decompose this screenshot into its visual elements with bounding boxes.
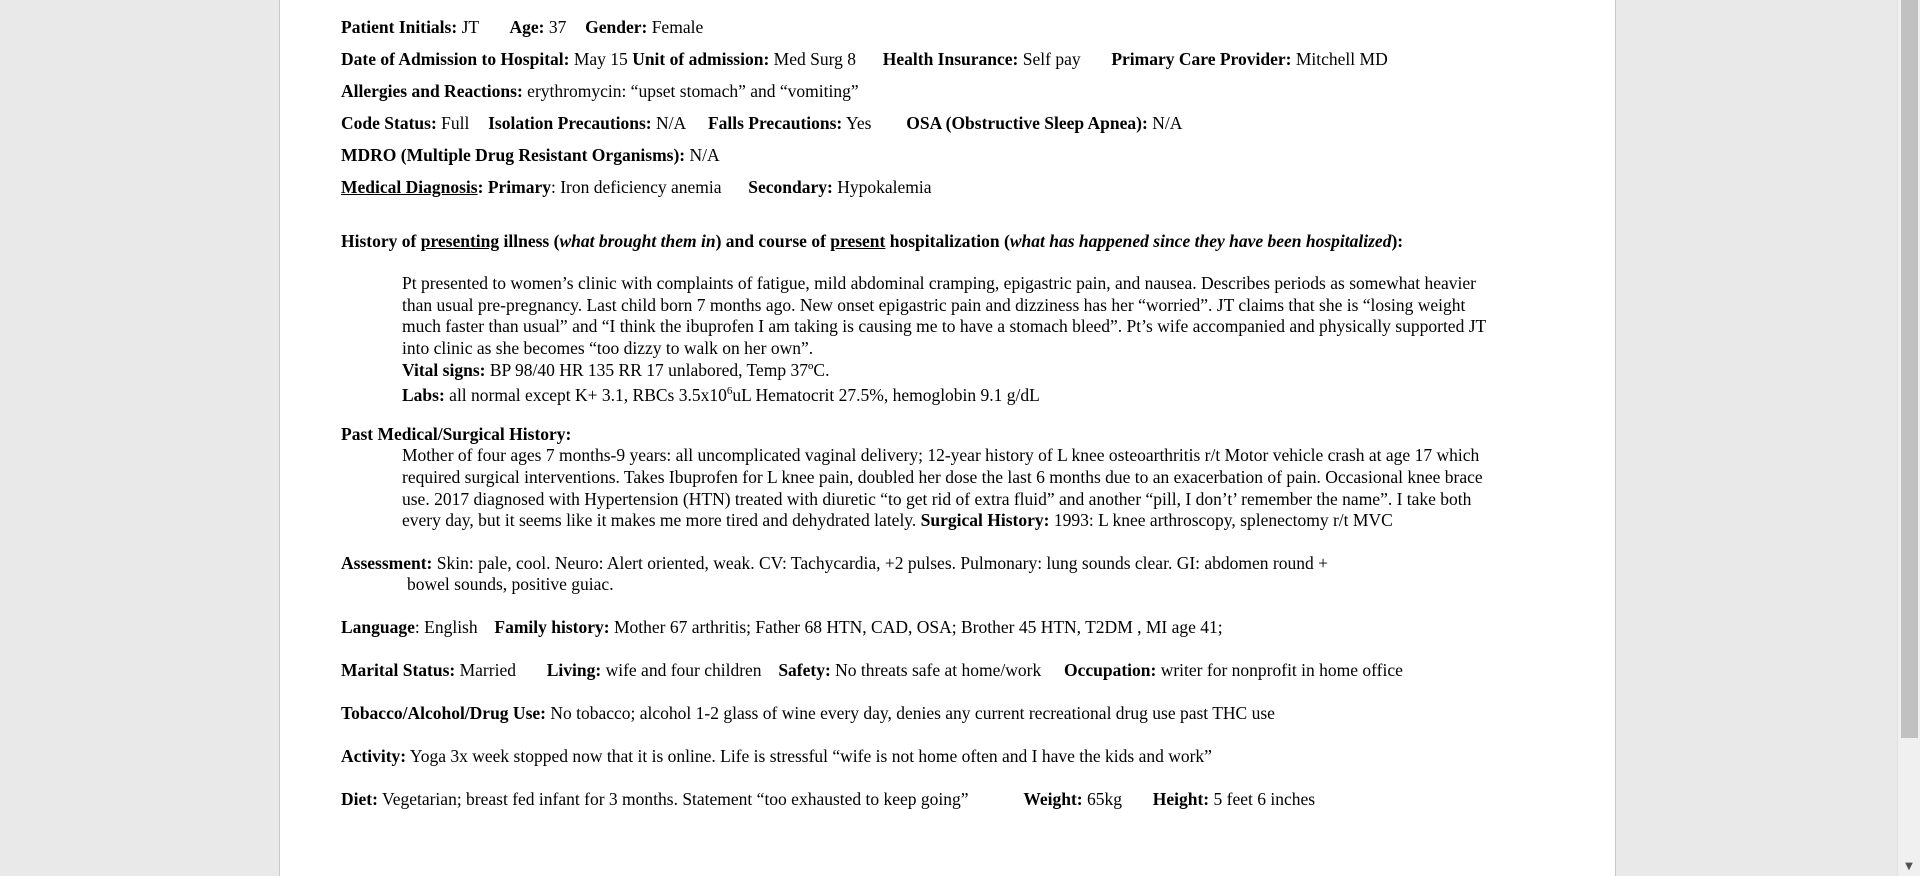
assessment-line [341, 553, 1328, 575]
living-value: wife and four children [601, 660, 762, 680]
family-history-label: Family history: [494, 617, 610, 637]
surgical-history-value: 1993: L knee arthroscopy, splenectomy r/t MVC [1049, 510, 1393, 530]
diet-label: Diet: [341, 789, 378, 809]
labs-label: Labs: [402, 384, 445, 405]
height-label: Height: [1152, 789, 1210, 809]
past-history-line [402, 510, 1393, 532]
activity-line [341, 746, 1212, 768]
substance-label: Tobacco/Alcohol/Drug Use: [341, 703, 546, 723]
scrollbar-thumb[interactable] [1901, 0, 1918, 738]
patient-info-line [341, 17, 703, 39]
isolation-label: Isolation Precautions: [488, 113, 652, 133]
admission-date-value: May 15 [569, 49, 633, 69]
past-history-line: Mother of four ages 7 months-9 years: all uncomplicated vaginal delivery; 12-year history of L knee osteoarthritis r/t Motor vehicle crash at age 17 which [402, 445, 1480, 465]
past-history-text: every day, but it seems like it makes me more tired and dehydrated lately. [402, 510, 921, 530]
allergies-label: Allergies and Reactions: [341, 81, 523, 101]
initials-value: JT [457, 17, 479, 37]
unit-value: Med Surg 8 [769, 49, 856, 69]
history-text-line: much faster than usual” and “I think the ibuprofen I am taking is causing me to have a stomach bleed”. Pt’s wife accompanied and physically supported JT [402, 316, 1487, 336]
isolation-value: N/A [651, 113, 686, 133]
history-heading-part: ) and course of [715, 231, 831, 251]
social-line [341, 660, 1403, 682]
mdro-line [341, 145, 720, 167]
history-heading-part: illness ( [499, 231, 560, 251]
pcp-label: Primary Care Provider: [1111, 49, 1292, 69]
history-heading-part: what has happened since they have been hospitalized [1009, 231, 1392, 251]
diet-value: Vegetarian; breast fed infant for 3 months. Statement “too exhausted to keep going” [377, 789, 969, 809]
diagnosis-label: Medical Diagnosis [341, 177, 478, 197]
document-page [279, 0, 1616, 876]
initials-label: Patient Initials: [341, 17, 458, 37]
weight-label: Weight: [1023, 789, 1083, 809]
past-history-heading [341, 424, 571, 446]
diagnosis-line [341, 177, 932, 199]
vital-signs-line [402, 360, 829, 382]
weight-value: 65kg [1082, 789, 1122, 809]
labs-line [402, 381, 1040, 406]
assessment-label: Assessment: [341, 553, 433, 573]
allergies-value: erythromycin: “upset stomach” and “vomiting” [522, 81, 859, 101]
past-history-line: use. 2017 diagnosed with Hypertension (HTN) treated with diuretic “to get rid of extra fluid” and another “pill, I don’t’ remember the name”. I take both [402, 489, 1472, 509]
labs-exponent: 6 [726, 385, 733, 397]
history-heading-part: ): [1391, 231, 1404, 251]
substance-line [341, 703, 1275, 725]
age-label: Age: [509, 17, 545, 37]
age-value: 37 [544, 17, 567, 37]
substance-value: No tobacco; alcohol 1-2 glass of wine every day, denies any current recreational drug use past THC use [545, 703, 1275, 723]
admission-date-label: Date of Admission to Hospital: [341, 49, 570, 69]
language-family-line [341, 617, 1223, 639]
allergies-line [341, 81, 859, 103]
occupation-value: writer for nonprofit in home office [1156, 660, 1403, 680]
scroll-down-arrow-icon[interactable]: ▼ [1905, 860, 1913, 872]
secondary-label: Secondary: [748, 177, 833, 197]
labs-value: all normal except K+ 3.1, RBCs 3.5x10 [444, 384, 727, 405]
history-heading-part: present [830, 231, 886, 251]
code-status-label: Code Status: [341, 113, 437, 133]
assessment-value: Skin: pale, cool. Neuro: Alert oriented, weak. CV: Tachycardia, +2 pulses. Pulmonary: lung sounds clear. GI: abdomen round + [432, 553, 1328, 573]
history-heading [341, 231, 1403, 253]
living-label: Living: [546, 660, 602, 680]
history-text-line: than usual pre-pregnancy. Last child born 7 months ago. New onset epigastric pain and dizziness has her “worried”. JT claims that she is “losing weight [402, 295, 1466, 315]
history-text-line: into clinic as she becomes “too dizzy to walk on her own”. [402, 338, 814, 358]
secondary-diagnosis: Hypokalemia [832, 177, 932, 197]
activity-value: Yoga 3x week stopped now that it is online. Life is stressful “wife is not home often and I have the kids and work” [406, 746, 1212, 766]
code-status-value: Full [436, 113, 470, 133]
history-text-line: Pt presented to women’s clinic with complaints of fatigue, mild abdominal cramping, epigastric pain, and nausea. Describes periods as somewhat heavier [402, 273, 1477, 293]
marital-value: Married [455, 660, 516, 680]
insurance-value: Self pay [1018, 49, 1081, 69]
mdro-value: N/A [685, 145, 720, 165]
past-history-line: required surgical interventions. Takes Ibuprofen for L knee pain, doubled her dose the last 6 months due to an exacerbation of pain. Occasional knee brace [402, 467, 1483, 487]
vital-signs-value: BP 98/40 HR 135 RR 17 unlabored, Temp 37ºC. [485, 360, 830, 380]
falls-label: Falls Precautions: [707, 113, 843, 133]
osa-value: N/A [1147, 113, 1183, 133]
falls-value: Yes [842, 113, 872, 133]
admission-line [341, 49, 1388, 71]
diagnosis-colon: : [477, 177, 484, 197]
safety-value: No threats safe at home/work [830, 660, 1042, 680]
primary-diagnosis: : Iron deficiency anemia [550, 177, 722, 197]
gender-value: Female [647, 17, 704, 37]
family-history-value: Mother 67 arthritis; Father 68 HTN, CAD, OSA; Brother 45 HTN, T2DM , MI age 41; [609, 617, 1223, 637]
vital-signs-label: Vital signs: [402, 360, 486, 380]
insurance-label: Health Insurance: [882, 49, 1019, 69]
history-heading-part: what brought them in [559, 231, 716, 251]
vertical-scrollbar[interactable] [1897, 0, 1920, 876]
unit-label: Unit of admission: [632, 49, 770, 69]
marital-label: Marital Status: [341, 660, 456, 680]
mdro-label: MDRO (Multiple Drug Resistant Organisms): [341, 145, 686, 165]
primary-label: Primary [483, 177, 551, 197]
gender-label: Gender: [585, 17, 648, 37]
osa-label: OSA (Obstructive Sleep Apnea): [906, 113, 1148, 133]
language-label: Language [341, 617, 415, 637]
past-history-label: Past Medical/Surgical History: [341, 424, 572, 444]
history-heading-part: hospitalization ( [885, 231, 1010, 251]
labs-value-rest: uL Hematocrit 27.5%, hemoglobin 9.1 g/dL [732, 384, 1040, 405]
height-value: 5 feet 6 inches [1209, 789, 1316, 809]
history-heading-part: History of [341, 231, 421, 251]
occupation-label: Occupation: [1063, 660, 1157, 680]
assessment-line-2: bowel sounds, positive guiac. [407, 574, 614, 594]
activity-label: Activity: [341, 746, 407, 766]
pcp-value: Mitchell MD [1291, 49, 1388, 69]
history-heading-part: presenting [420, 231, 500, 251]
diet-line [341, 789, 1315, 811]
surgical-history-label: Surgical History: [920, 510, 1050, 530]
safety-label: Safety: [778, 660, 831, 680]
language-value: : English [414, 617, 478, 637]
status-line [341, 113, 1182, 135]
